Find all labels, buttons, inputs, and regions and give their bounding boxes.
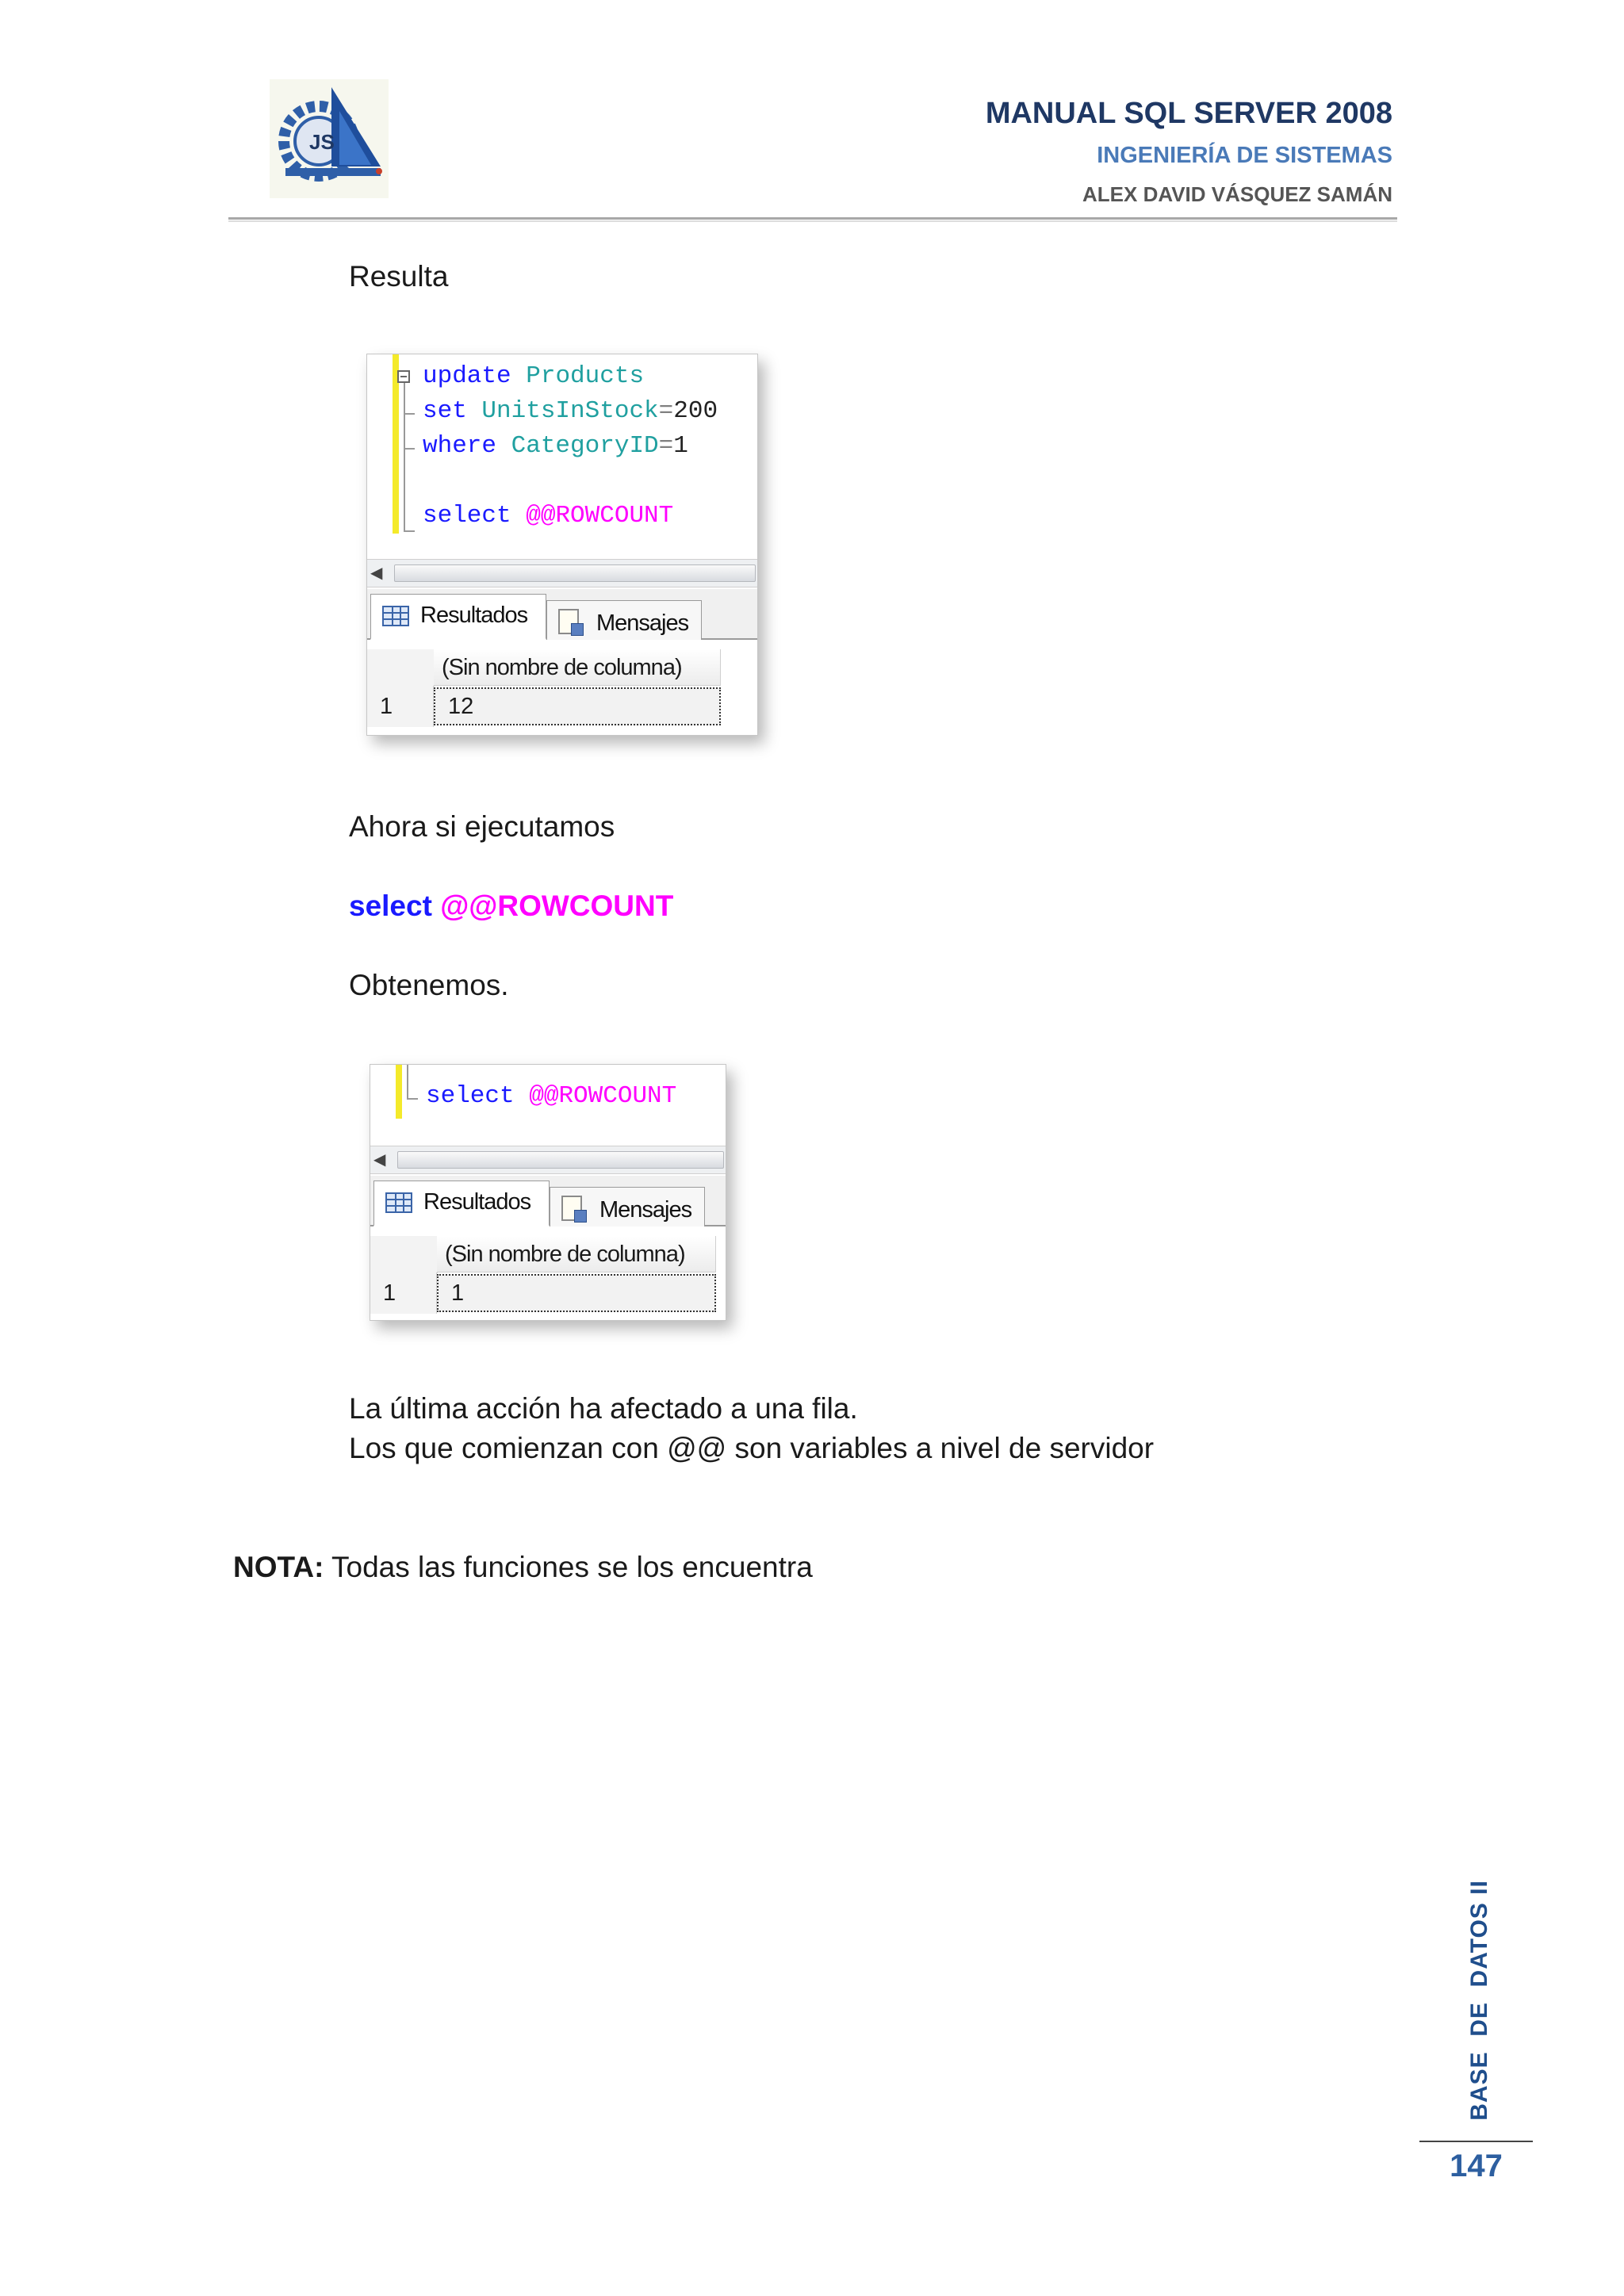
messages-icon: [558, 609, 579, 634]
query-editor: [370, 1065, 726, 1146]
manual-title: MANUAL SQL SERVER 2008: [985, 97, 1392, 130]
row-number[interactable]: 1: [370, 1272, 437, 1314]
code-line-4: select @@ROWCOUNT: [423, 502, 674, 530]
department-subtitle: INGENIERÍA DE SISTEMAS: [1097, 143, 1392, 168]
page-number: 147: [1450, 2149, 1503, 2183]
sql-result-screenshot-2: [370, 1064, 726, 1321]
messages-icon: [561, 1196, 582, 1221]
svg-text:JS: JS: [309, 130, 335, 154]
results-grid: [370, 1226, 726, 1320]
grid-icon: [385, 1192, 412, 1213]
nota-label: NOTA:: [233, 1551, 324, 1583]
query-editor: [367, 354, 757, 559]
scroll-left-icon[interactable]: ◀: [370, 564, 383, 582]
paragraph-ahora: Ahora si ejecutamos: [349, 810, 615, 843]
results-tabs: [367, 589, 757, 640]
scroll-thumb[interactable]: [397, 1151, 724, 1169]
results-grid: [367, 640, 757, 735]
paragraph-obtenemos: Obtenemos.: [349, 969, 509, 1001]
code-line-3: where CategoryID=1: [423, 432, 688, 460]
horizontal-scrollbar[interactable]: [370, 1146, 726, 1174]
code-line-1: update Products: [423, 362, 645, 390]
sql-result-screenshot-1: [366, 354, 758, 736]
paragraph-variables-servidor: Los que comienzan con @@ son variables a nivel de servidor: [349, 1432, 1155, 1464]
university-emblem-icon: [270, 79, 389, 198]
scroll-thumb[interactable]: [394, 564, 756, 582]
paragraph-resulta: Resulta: [349, 260, 449, 293]
result-cell[interactable]: 12: [434, 687, 721, 725]
tab-mensajes[interactable]: Mensajes: [550, 1187, 705, 1226]
inline-sql-statement: select @@ROWCOUNT: [349, 890, 674, 922]
tab-mensajes[interactable]: Mensajes: [546, 600, 702, 640]
collapse-icon: [397, 370, 410, 383]
footer-divider: [1419, 2141, 1533, 2142]
result-cell[interactable]: 1: [437, 1274, 716, 1312]
row-number[interactable]: 1: [367, 686, 434, 727]
scroll-left-icon[interactable]: ◀: [373, 1151, 386, 1169]
tab-resultados[interactable]: Resultados: [370, 594, 546, 640]
header-divider: [228, 217, 1397, 220]
paragraph-ultima-accion: La última acción ha afectado a una fila.: [349, 1392, 858, 1425]
column-header[interactable]: (Sin nombre de columna): [434, 649, 721, 686]
code-line-2: set UnitsInStock=200: [423, 397, 718, 425]
nota-text: Todas las funciones se los encuentra: [324, 1551, 813, 1583]
tab-resultados[interactable]: Resultados: [373, 1181, 550, 1226]
nota-paragraph: [233, 1551, 813, 1584]
column-header[interactable]: (Sin nombre de columna): [437, 1236, 716, 1272]
code-line-1: select @@ROWCOUNT: [426, 1082, 677, 1110]
grid-icon: [382, 606, 409, 626]
results-tabs: [370, 1176, 726, 1226]
horizontal-scrollbar[interactable]: [367, 559, 757, 587]
author-name: ALEX DAVID VÁSQUEZ SAMÁN: [1082, 182, 1392, 206]
header-divider-shadow: [228, 220, 1397, 222]
side-course-label: BASE DE DATOS II: [1466, 1880, 1492, 2121]
